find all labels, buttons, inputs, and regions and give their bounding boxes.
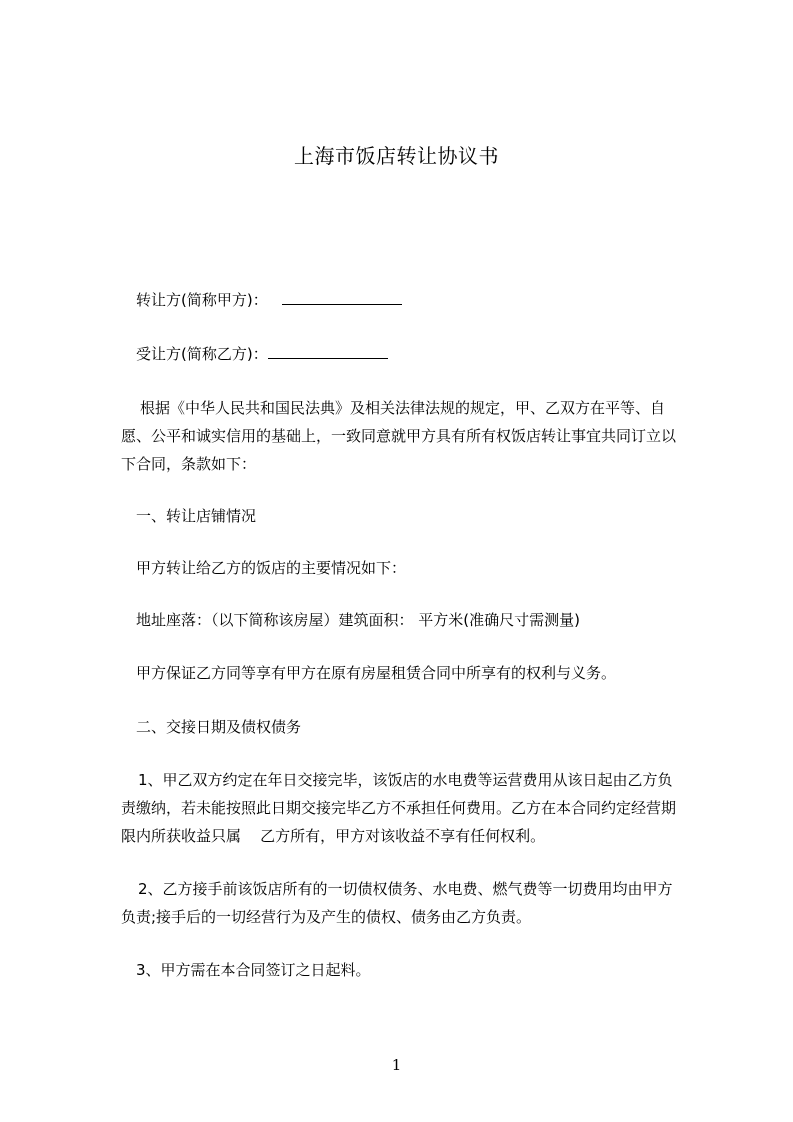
party-b-blank	[268, 344, 388, 359]
party-a-label: 转让方(简称甲方)：	[136, 291, 268, 309]
clause-2-line-2: 负责;接手后的一切经营行为及产生的债权、债务由乙方负责。	[121, 908, 532, 926]
clause-1-line-3: 限内所获收益只属 乙方所有，甲方对该收益不享有任何权利。	[121, 827, 546, 845]
clause-1-line-2: 责缴纳，若未能按照此日期交接完毕乙方不承担任何费用。乙方在本合同约定经营期	[121, 799, 677, 817]
party-b-label: 受让方(简称乙方)：	[136, 345, 268, 363]
intro-line-2: 愿、公平和诚实信用的基础上，一致同意就甲方具有所有权饭店转让事宜共同订立以	[121, 427, 677, 445]
clause-3: 3、甲方需在本合同签订之日起料。	[136, 961, 371, 979]
party-a-line	[136, 289, 402, 311]
intro-line-1: 根据《中华人民共和国民法典》及相关法律法规的规定，甲、乙双方在平等、自	[140, 399, 666, 417]
page-number: 1	[391, 1056, 402, 1074]
section-1-heading: 一、转让店铺情况	[136, 507, 257, 525]
section-1-paragraph-2: 地址座落：（以下简称该房屋）建筑面积： 平方米(准确尺寸需测量)	[136, 611, 580, 629]
section-1-paragraph-1: 甲方转让给乙方的饭店的主要情况如下：	[136, 559, 407, 577]
document-title: 上海市饭店转让协议书	[294, 144, 499, 168]
clause-1-line-1: 1、甲乙双方约定在年日交接完毕，该饭店的水电费等运营费用从该日起由乙方负	[138, 771, 673, 789]
party-b-line	[136, 343, 388, 365]
intro-line-3: 下合同，条款如下：	[121, 455, 257, 473]
section-1-paragraph-3: 甲方保证乙方同等享有甲方在原有房屋租赁合同中所享有的权利与义务。	[136, 664, 617, 682]
party-a-blank	[282, 290, 402, 305]
clause-2-line-1: 2、乙方接手前该饭店所有的一切债权债务、水电费、燃气费等一切费用均由甲方	[138, 880, 673, 898]
section-2-heading: 二、交接日期及债权债务	[136, 718, 302, 736]
